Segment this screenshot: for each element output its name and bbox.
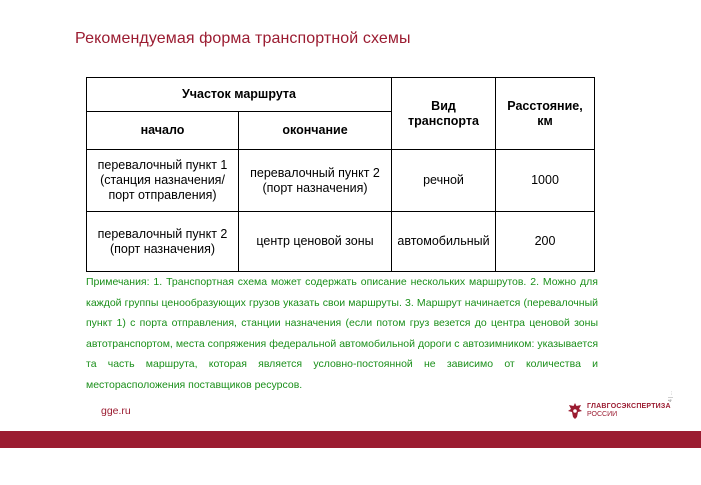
row-start-cell: перевалочный пункт 1 (станция назначения/порт отправления) — [87, 150, 239, 212]
row-start-cell: перевалочный пункт 2 (порт назначения) — [87, 212, 239, 272]
transport-scheme-table — [86, 77, 595, 272]
eagle-emblem-icon — [567, 402, 583, 420]
brand-country: РОССИИ — [587, 411, 618, 418]
slide-title: Рекомендуемая форма транспортной схемы — [75, 30, 411, 47]
transport-type-header: Вид транспорта — [392, 78, 496, 150]
route-section-header: Участок маршрута — [87, 78, 392, 112]
brand-name: ГЛАВГОСЭКСПЕРТИЗА — [587, 403, 671, 410]
end-header: окончание — [239, 112, 392, 150]
row-type-cell: автомобильный — [392, 212, 496, 272]
notes-text: Примечания: 1. Транспортная схема может содержать описание нескольких маршрутов. 2. Можно для каждой группы ценообразующих грузов указать свои маршруты. 3. Маршрут начинается (перевалочный пункт 1) с порта отправления, станции назначения (если потом груз везется до центра ценовой зоны автотранспортом, места сопряжения федеральной автомобильной дороги с автозимником: указывается та часть маршрута, которая является условно-постоянной не зависимо от количества и месторасположения поставщиков ресурсов. — [86, 276, 598, 391]
site-link[interactable]: gge.ru — [101, 405, 131, 417]
row-end-cell: перевалочный пункт 2 (порт назначения) — [239, 150, 392, 212]
footer-bar — [0, 431, 701, 448]
page-number: 4 | ... — [668, 390, 674, 402]
row-distance-cell: 1000 — [496, 150, 595, 212]
table-row — [87, 150, 595, 212]
row-distance-cell: 200 — [496, 212, 595, 272]
distance-header: Расстояние, км — [496, 78, 595, 150]
table-row — [87, 212, 595, 272]
row-type-cell: речной — [392, 150, 496, 212]
start-header: начало — [87, 112, 239, 150]
row-end-cell: центр ценовой зоны — [239, 212, 392, 272]
brand-logo — [567, 402, 671, 420]
